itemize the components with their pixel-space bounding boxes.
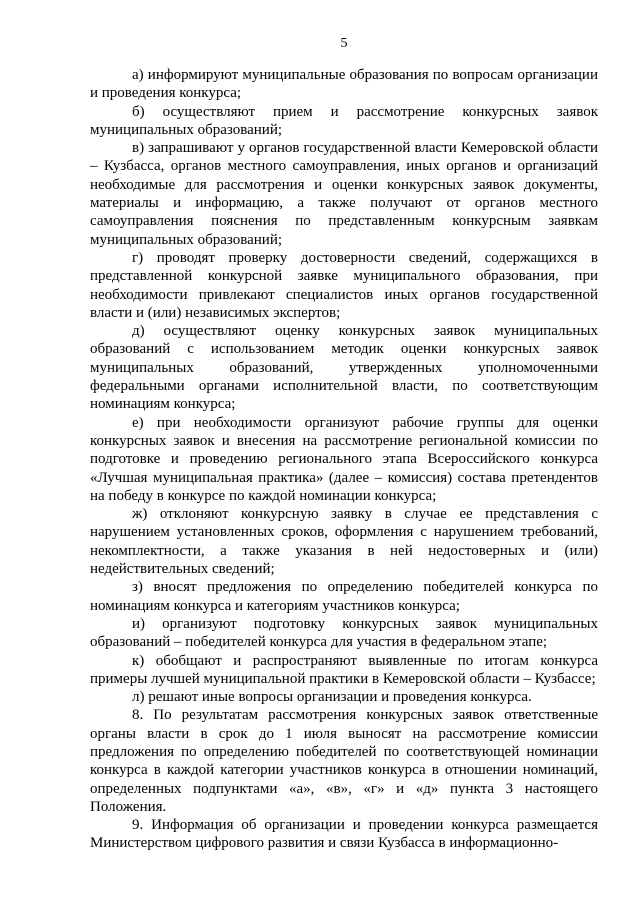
paragraph-v: в) запрашивают у органов государственной власти Кемеровской области – Кузбасса, органов местного самоуправления, иных органов и организаций необходимые для рассмотрения и оценки конкурсных заявок документы, материалы и информацию, а также получают от органов местного самоуправления пояснения по представленным конкурсным заявкам муниципальных образований; <box>90 140 598 248</box>
paragraph-b: б) осуществляют прием и рассмотрение конкурсных заявок муниципальных образований; <box>90 103 598 138</box>
paragraph-i: и) организуют подготовку конкурсных заявок муниципальных образований – победителей конкурса для участия в федеральном этапе; <box>90 615 598 651</box>
paragraph-8: 8. По результатам рассмотрения конкурсных заявок ответственные органы власти в срок до 1 июля выносят на рассмотрение комиссии предложения по определению победителей по соответствующей номинации конкурса в каждой категории участников конкурса в отношении номинаций, определенных подпунктами «а», «в», «г» и «д» пункта 3 настоящего Положения. <box>90 707 598 815</box>
paragraph-9: 9. Информация об организации и проведении конкурса размещается Министерством цифрового развития и связи Кузбасса в информационно- <box>90 817 598 852</box>
page-number: 5 <box>340 36 348 51</box>
paragraph-d: д) осуществляют оценку конкурсных заявок муниципальных образований с использованием методик оценки конкурсных заявок муниципальных образований, утвержденных уполномоченными федеральными органами исполнительной власти, по соответствующим номинациям конкурса; <box>90 323 598 413</box>
paragraph-a: а) информируют муниципальные образования по вопросам организации и проведения конкурса; <box>90 67 598 102</box>
paragraph-l: л) решают иные вопросы организации и проведения конкурса. <box>132 689 532 706</box>
paragraph-zh: ж) отклоняют конкурсную заявку в случае ее представления с нарушением установленных сроков, оформления с нарушением требований, некомплектности, а также указания в ней недостоверных и (или) недействительных сведений; <box>90 506 598 578</box>
paragraph-e: е) при необходимости организуют рабочие группы для оценки конкурсных заявок и внесения на рассмотрение региональной комиссии по подготовке и проведению регионального этапа Всероссийского конкурса «Лучшая муниципальная практика» (далее – комиссия) состава претендентов на победу в конкурсе по каждой номинации конкурса; <box>90 414 598 504</box>
paragraph-k: к) обобщают и распространяют выявленные по итогам конкурса примеры лучшей муниципальной практики в Кемеровской области – Кузбассе; <box>90 652 598 687</box>
paragraph-z: з) вносят предложения по определению победителей конкурса по номинациям конкурса и категориям участников конкурса; <box>90 579 598 614</box>
paragraph-g: г) проводят проверку достоверности сведений, содержащихся в представленной конкурсной заявке муниципального образования, при необходимости привлекают специалистов иных органов государственной власти и (или) независимых экспертов; <box>90 249 598 321</box>
